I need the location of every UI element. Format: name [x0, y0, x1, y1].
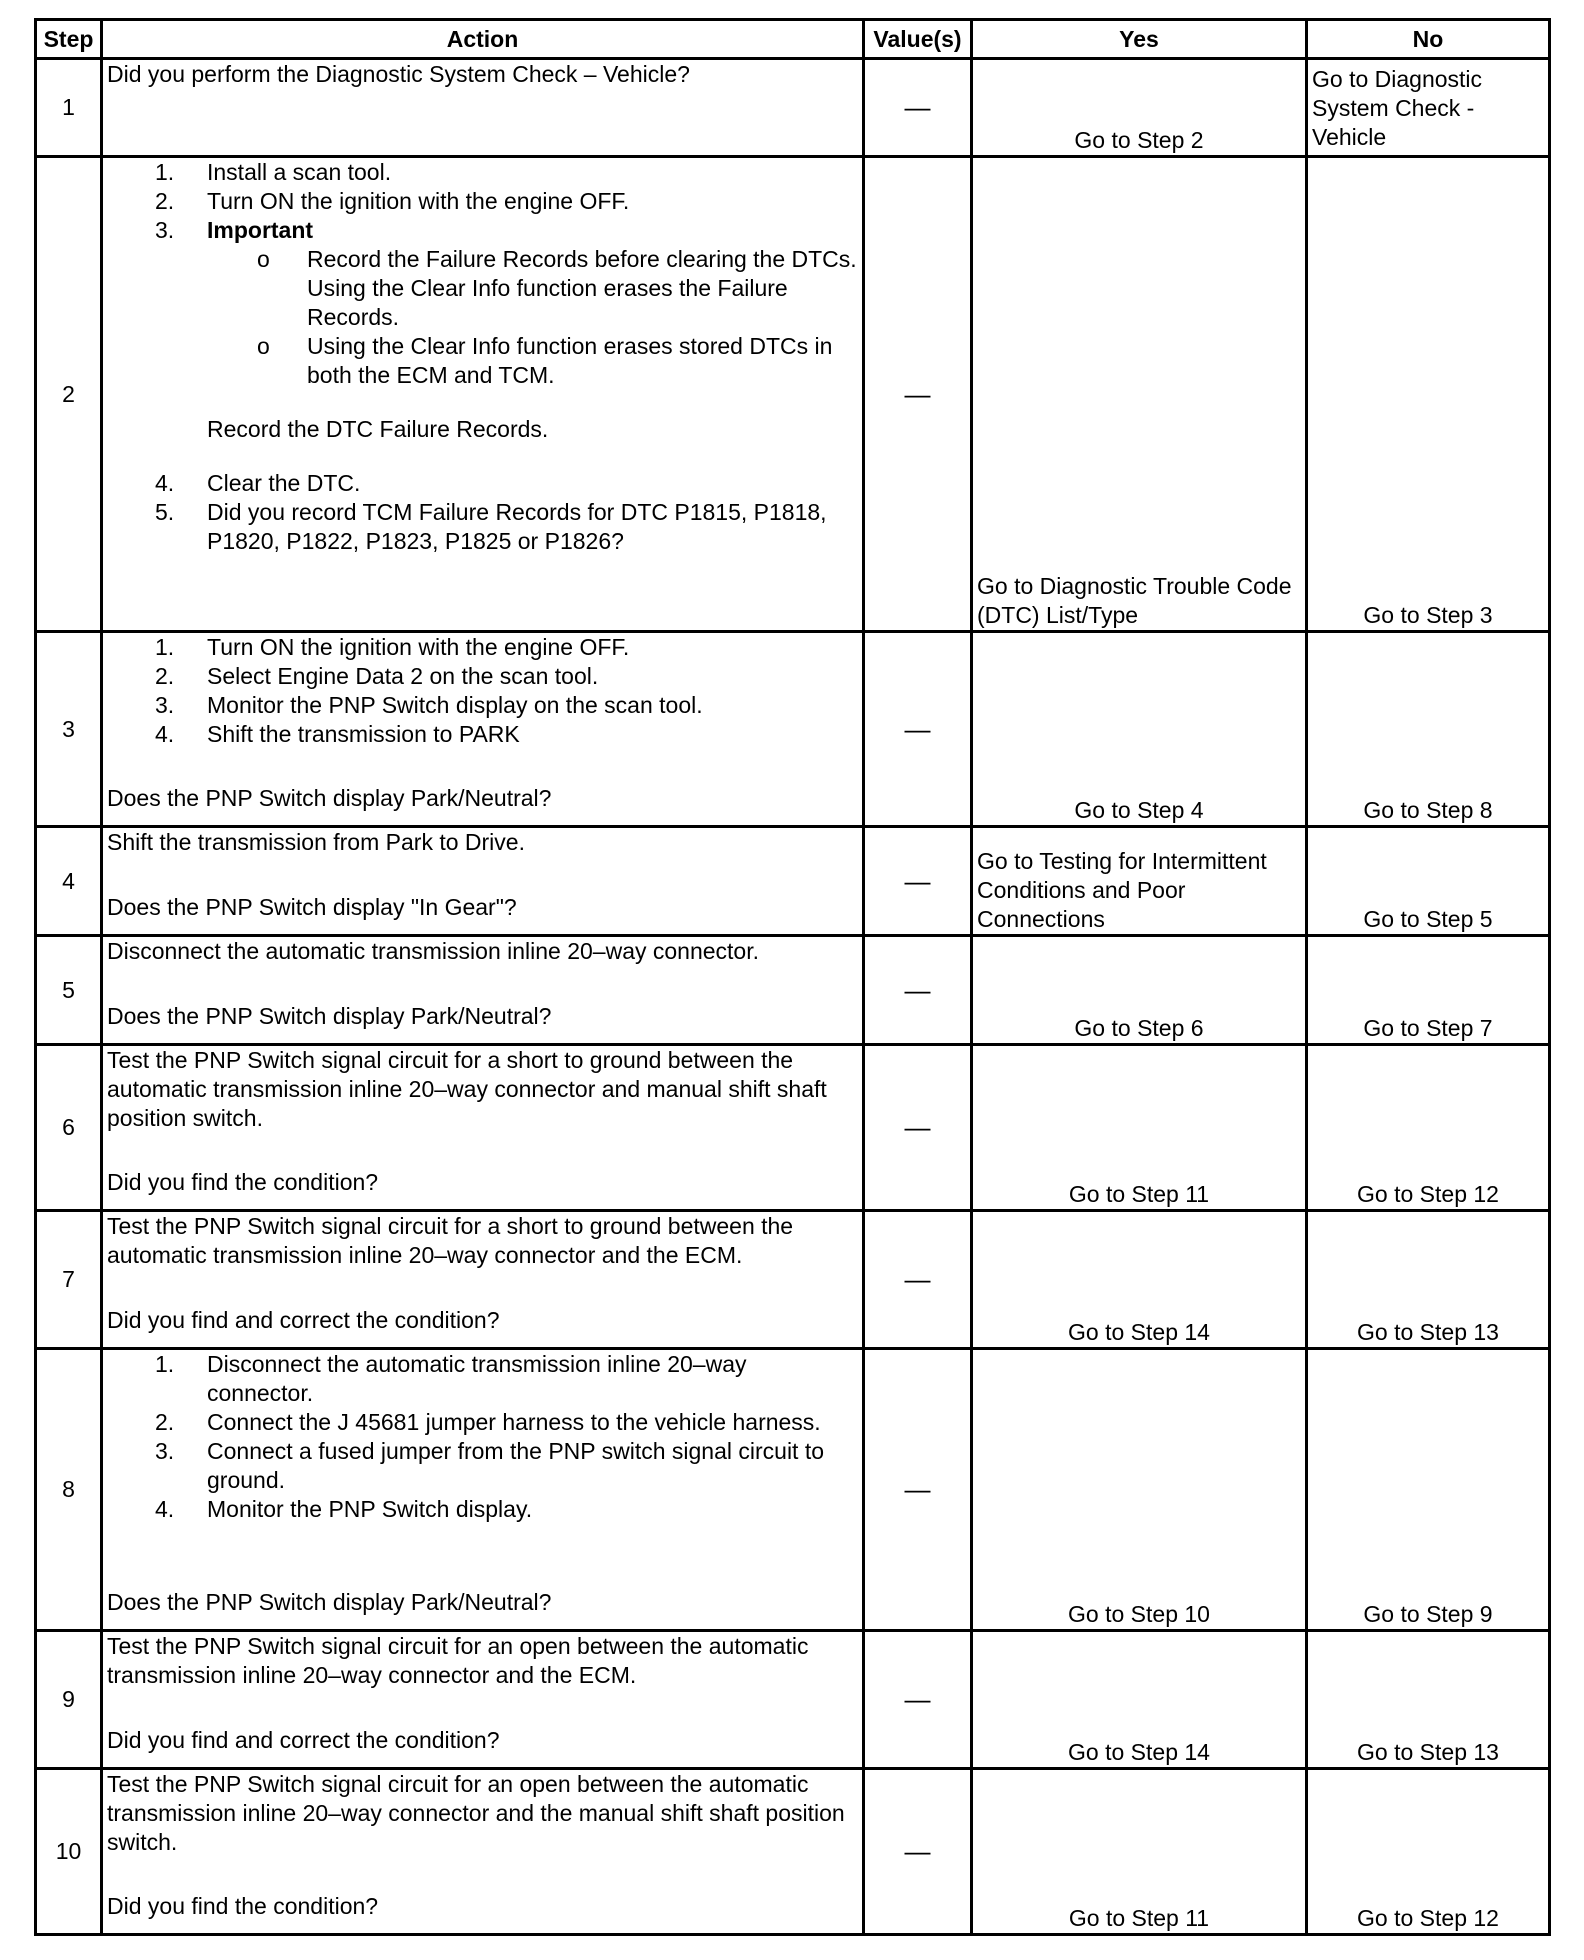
- table-row: [36, 1631, 1550, 1769]
- action-text: Test the PNP Switch signal circuit for a short to ground between the automatic transmission inline 20–way connector and the ECM.: [107, 1213, 794, 1268]
- list-item-text: Shift the transmission to PARK: [207, 721, 520, 747]
- no-cell: Go to Step 8: [1307, 632, 1550, 827]
- step-number: 6: [36, 1045, 102, 1211]
- table-row: [36, 936, 1550, 1045]
- question-text: Does the PNP Switch display "In Gear"?: [107, 894, 517, 920]
- header-values: Value(s): [864, 20, 972, 59]
- action-cell: [102, 59, 864, 157]
- no-cell: Go to Step 13: [1307, 1631, 1550, 1769]
- step-number: 2: [36, 157, 102, 632]
- action-cell: [102, 1045, 864, 1211]
- action-text: Shift the transmission from Park to Drive.: [107, 829, 525, 855]
- list-item: 2. Select Engine Data 2 on the scan tool.: [155, 663, 599, 689]
- action-text: Test the PNP Switch signal circuit for an open between the automatic transmission inline 20–way connector and the ECM.: [107, 1633, 809, 1688]
- action-text: Disconnect the automatic transmission inline 20–way connector.: [107, 938, 760, 964]
- action-cell: [102, 632, 864, 827]
- list-item-text: Monitor the PNP Switch display.: [207, 1496, 533, 1522]
- table-row: [36, 1045, 1550, 1211]
- action-cell: [102, 1211, 864, 1349]
- list-item-text: Connect the J 45681 jumper harness to the vehicle harness.: [207, 1409, 821, 1435]
- list-item: 4. Shift the transmission to PARK: [155, 721, 520, 747]
- no-cell: Go to Step 7: [1307, 936, 1550, 1045]
- question-text: Does the PNP Switch display Park/Neutral?: [107, 1589, 552, 1615]
- note-text: Record the DTC Failure Records.: [207, 416, 549, 442]
- action-cell: [102, 157, 864, 632]
- list-item: 2. Turn ON the ignition with the engine OFF.: [155, 188, 630, 214]
- bullet-text: Record the Failure Records before clearing the DTCs. Using the Clear Info function erases the Failure Records.: [307, 246, 857, 330]
- table-row: [36, 157, 1550, 632]
- list-item: 1. Disconnect the automatic transmission inline 20–way connector.: [155, 1351, 747, 1406]
- table-row: [36, 632, 1550, 827]
- value-cell: —: [864, 157, 972, 632]
- value-cell: —: [864, 936, 972, 1045]
- header-step: Step: [36, 20, 102, 59]
- table-row: [36, 1349, 1550, 1631]
- yes-cell: Go to Step 2: [972, 59, 1307, 157]
- diagnostic-table: [34, 18, 1551, 1936]
- no-cell: Go to Step 3: [1307, 157, 1550, 632]
- list-item-text: Select Engine Data 2 on the scan tool.: [207, 663, 599, 689]
- no-cell: Go to Step 9: [1307, 1349, 1550, 1631]
- list-item-text: Clear the DTC.: [207, 470, 361, 496]
- question-text: Did you find and correct the condition?: [107, 1727, 500, 1753]
- action-cell: [102, 827, 864, 936]
- numbered-list: [107, 158, 858, 390]
- no-cell: Go to Diagnostic System Check - Vehicle: [1307, 59, 1550, 157]
- list-item: 5. Did you record TCM Failure Records for DTC P1815, P1818, P1820, P1822, P1823, P1825 or P1826?: [155, 499, 827, 554]
- action-text: Test the PNP Switch signal circuit for an open between the automatic transmission inline 20–way connector and the manual shift shaft position switch.: [107, 1771, 845, 1855]
- action-text: Did you perform the Diagnostic System Check – Vehicle?: [107, 61, 690, 87]
- table-row: [36, 1211, 1550, 1349]
- header-row: [36, 20, 1550, 59]
- step-number: 10: [36, 1769, 102, 1935]
- numbered-list: [107, 1350, 858, 1524]
- yes-cell: Go to Step 11: [972, 1769, 1307, 1935]
- list-item-text: Connect a fused jumper from the PNP switch signal circuit to ground.: [207, 1438, 825, 1493]
- bullet-item: o Using the Clear Info function erases stored DTCs in both the ECM and TCM.: [257, 333, 833, 388]
- value-cell: —: [864, 1045, 972, 1211]
- step-number: 9: [36, 1631, 102, 1769]
- step-number: 7: [36, 1211, 102, 1349]
- yes-cell: Go to Step 14: [972, 1631, 1307, 1769]
- header-yes: Yes: [972, 20, 1307, 59]
- table-row: [36, 1769, 1550, 1935]
- bullet-text: Using the Clear Info function erases stored DTCs in both the ECM and TCM.: [307, 333, 833, 388]
- step-number: 8: [36, 1349, 102, 1631]
- value-cell: —: [864, 1769, 972, 1935]
- yes-cell: Go to Diagnostic Trouble Code (DTC) List/Type: [972, 157, 1307, 632]
- list-item: 1. Turn ON the ignition with the engine OFF.: [155, 634, 630, 660]
- value-cell: —: [864, 827, 972, 936]
- action-cell: [102, 1349, 864, 1631]
- question-text: Does the PNP Switch display Park/Neutral?: [107, 1003, 552, 1029]
- list-item-text: Monitor the PNP Switch display on the scan tool.: [207, 692, 703, 718]
- value-cell: —: [864, 632, 972, 827]
- action-cell: [102, 936, 864, 1045]
- list-item: 3. Monitor the PNP Switch display on the scan tool.: [155, 692, 703, 718]
- list-item-text: Turn ON the ignition with the engine OFF.: [207, 634, 630, 660]
- table-row: [36, 827, 1550, 936]
- question-text: Did you find the condition?: [107, 1893, 379, 1919]
- list-item: 4. Monitor the PNP Switch display.: [155, 1496, 533, 1522]
- bullet-list: [207, 245, 858, 390]
- value-cell: —: [864, 1631, 972, 1769]
- yes-cell: Go to Step 4: [972, 632, 1307, 827]
- numbered-list: [107, 469, 858, 556]
- list-item-text: Disconnect the automatic transmission inline 20–way connector.: [207, 1351, 747, 1406]
- no-cell: Go to Step 13: [1307, 1211, 1550, 1349]
- bullet-item: o Record the Failure Records before clearing the DTCs. Using the Clear Info function erases the Failure Records.: [257, 246, 857, 330]
- list-item: 2. Connect the J 45681 jumper harness to the vehicle harness.: [155, 1409, 821, 1435]
- step-number: 5: [36, 936, 102, 1045]
- no-cell: Go to Step 12: [1307, 1045, 1550, 1211]
- value-cell: —: [864, 1349, 972, 1631]
- yes-cell: Go to Step 10: [972, 1349, 1307, 1631]
- action-cell: [102, 1631, 864, 1769]
- question-text: Does the PNP Switch display Park/Neutral?: [107, 785, 552, 811]
- step-number: 1: [36, 59, 102, 157]
- step-number: 4: [36, 827, 102, 936]
- question-text: Did you find and correct the condition?: [107, 1307, 500, 1333]
- no-cell: Go to Step 5: [1307, 827, 1550, 936]
- question-text: Did you find the condition?: [107, 1169, 379, 1195]
- header-no: No: [1307, 20, 1550, 59]
- list-item-text: Turn ON the ignition with the engine OFF.: [207, 188, 630, 214]
- no-cell: Go to Step 12: [1307, 1769, 1550, 1935]
- yes-cell: Go to Testing for Intermittent Conditions and Poor Connections: [972, 827, 1307, 936]
- yes-cell: Go to Step 11: [972, 1045, 1307, 1211]
- action-text: Test the PNP Switch signal circuit for a short to ground between the automatic transmission inline 20–way connector and manual shift shaft position switch.: [107, 1047, 827, 1131]
- list-item: 3. Important o Record the Failure Records before clearing the DTCs. Using the Clear Info function erases the Failure Records. o Using the Clear Info function erases stored DTCs in both the ECM and TCM.: [155, 217, 857, 388]
- list-item-text: Did you record TCM Failure Records for DTC P1815, P1818, P1820, P1822, P1823, P1825 or P1826?: [207, 499, 827, 554]
- action-cell: [102, 1769, 864, 1935]
- list-item: 4. Clear the DTC.: [155, 470, 361, 496]
- table-row: [36, 59, 1550, 157]
- step-number: 3: [36, 632, 102, 827]
- numbered-list: [107, 633, 858, 749]
- yes-cell: Go to Step 14: [972, 1211, 1307, 1349]
- list-item-text: Install a scan tool.: [207, 159, 392, 185]
- header-action: Action: [102, 20, 864, 59]
- value-cell: —: [864, 1211, 972, 1349]
- value-cell: —: [864, 59, 972, 157]
- list-item: 3. Connect a fused jumper from the PNP switch signal circuit to ground.: [155, 1438, 825, 1493]
- list-item: 1. Install a scan tool.: [155, 159, 392, 185]
- yes-cell: Go to Step 6: [972, 936, 1307, 1045]
- important-label: Important: [207, 217, 314, 243]
